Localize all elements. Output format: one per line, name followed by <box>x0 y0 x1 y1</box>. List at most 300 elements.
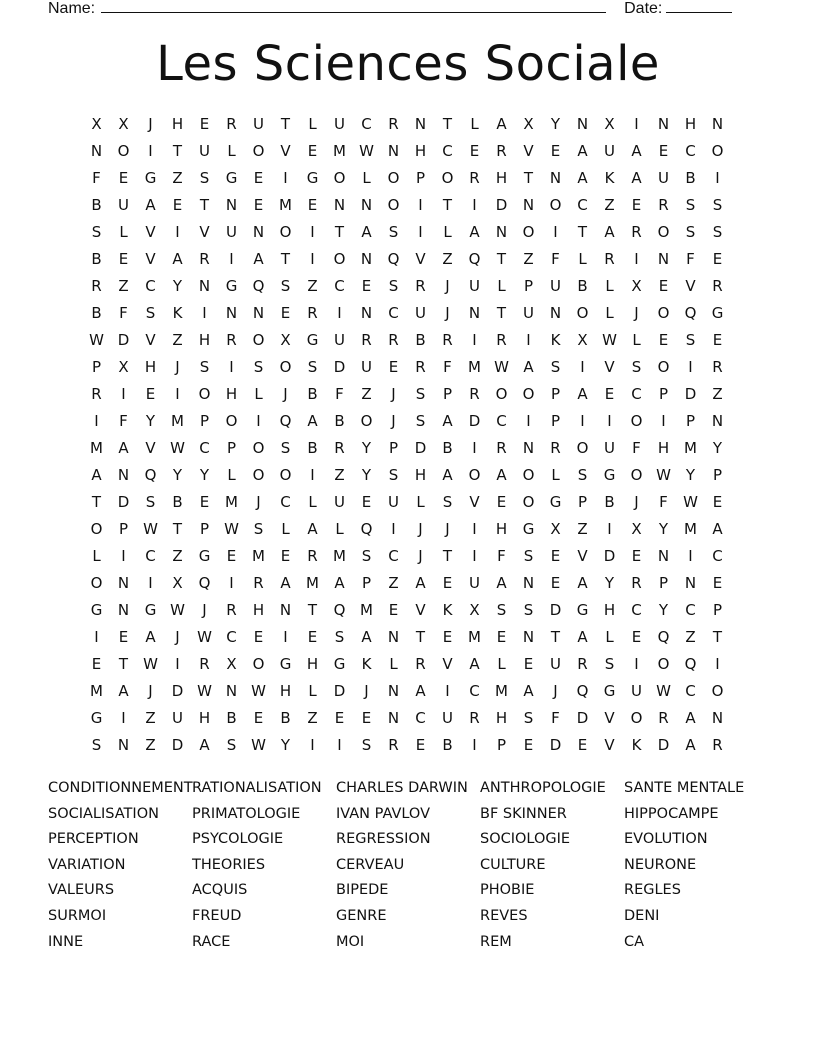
grid-letter: E <box>712 574 723 592</box>
letter-grid <box>83 111 731 759</box>
grid-letter: D <box>333 682 346 700</box>
grid-letter: R <box>199 250 210 268</box>
grid-letter: O <box>657 655 670 673</box>
grid-letter: P <box>712 466 723 484</box>
grid-letter: B <box>685 169 696 187</box>
word-list-item: REGRESSION <box>336 831 431 848</box>
grid-letter: I <box>337 736 342 754</box>
grid-letter: W <box>656 682 671 700</box>
grid-letter: E <box>253 169 264 187</box>
grid-letter: B <box>334 412 345 430</box>
grid-letter: I <box>148 142 153 160</box>
grid-letter: I <box>175 223 180 241</box>
grid-letter: E <box>361 493 372 511</box>
grid-letter: P <box>118 520 129 538</box>
grid-letter: F <box>443 358 452 376</box>
grid-letter: X <box>469 601 480 619</box>
grid-letter: E <box>550 547 561 565</box>
grid-letter: N <box>387 682 400 700</box>
grid-letter: N <box>387 709 400 727</box>
grid-letter: A <box>604 223 615 241</box>
grid-letter: W <box>359 142 374 160</box>
grid-letter: V <box>145 250 156 268</box>
grid-letter: T <box>712 628 723 646</box>
grid-letter: I <box>175 655 180 673</box>
grid-letter: L <box>416 493 425 511</box>
grid-letter: O <box>630 709 643 727</box>
grid-letter: T <box>172 520 183 538</box>
grid-letter: C <box>685 682 696 700</box>
grid-letter: R <box>334 439 345 457</box>
word-list-item: CONDITIONNEMENT <box>48 780 193 796</box>
grid-letter: D <box>657 736 670 754</box>
grid-letter: I <box>634 115 639 133</box>
grid-letter: U <box>523 304 534 322</box>
grid-letter: I <box>445 682 450 700</box>
grid-letter: L <box>605 628 614 646</box>
grid-letter: D <box>603 547 616 565</box>
grid-letter: W <box>656 466 671 484</box>
grid-letter: B <box>442 439 453 457</box>
grid-letter: Y <box>361 439 372 457</box>
grid-letter: E <box>118 628 129 646</box>
grid-letter: F <box>551 709 560 727</box>
grid-letter: M <box>90 682 103 700</box>
grid-letter: D <box>549 601 562 619</box>
grid-letter: D <box>171 736 184 754</box>
grid-letter: U <box>226 223 237 241</box>
grid-letter: A <box>496 574 507 592</box>
grid-letter: L <box>605 304 614 322</box>
grid-letter: H <box>684 115 697 133</box>
grid-letter: K <box>442 601 453 619</box>
grid-letter: A <box>523 682 534 700</box>
grid-letter: S <box>415 412 426 430</box>
grid-letter: S <box>280 277 291 295</box>
grid-letter: J <box>445 304 450 322</box>
grid-letter: I <box>94 628 99 646</box>
grid-letter: N <box>360 250 373 268</box>
grid-letter: L <box>227 142 236 160</box>
grid-letter: E <box>550 574 561 592</box>
grid-letter: A <box>631 142 642 160</box>
word-list-item: PHOBIE <box>480 882 535 899</box>
grid-letter: E <box>658 331 669 349</box>
word-list-item: REM <box>480 933 512 950</box>
word-list-item: PSYCOLOGIE <box>192 831 284 848</box>
word-list-item: BIPEDE <box>336 882 389 899</box>
grid-letter: R <box>442 331 453 349</box>
grid-letter: M <box>279 196 292 214</box>
grid-letter: L <box>335 520 344 538</box>
grid-letter: S <box>712 223 723 241</box>
grid-letter: N <box>711 709 724 727</box>
grid-letter: E <box>523 655 534 673</box>
grid-letter: R <box>469 169 480 187</box>
grid-letter: L <box>497 655 506 673</box>
grid-letter: O <box>252 439 265 457</box>
grid-letter: W <box>197 628 212 646</box>
grid-letter: R <box>604 250 615 268</box>
word-list <box>48 776 768 955</box>
grid-letter: D <box>117 331 130 349</box>
grid-letter: E <box>415 736 426 754</box>
grid-letter: O <box>333 169 346 187</box>
grid-letter: Y <box>199 466 210 484</box>
grid-letter: U <box>550 655 561 673</box>
grid-letter: U <box>658 169 669 187</box>
grid-letter: U <box>172 709 183 727</box>
grid-letter: C <box>226 628 237 646</box>
grid-letter: N <box>117 736 130 754</box>
grid-letter: N <box>117 601 130 619</box>
grid-letter: J <box>283 385 288 403</box>
grid-letter: C <box>415 709 426 727</box>
grid-letter: A <box>199 736 210 754</box>
grid-letter: M <box>684 439 697 457</box>
grid-letter: Y <box>604 574 615 592</box>
word-list-item: REVES <box>480 907 528 924</box>
grid-letter: A <box>361 223 372 241</box>
grid-letter: L <box>308 493 317 511</box>
grid-letter: N <box>657 547 670 565</box>
grid-letter: B <box>280 709 291 727</box>
grid-letter: E <box>307 628 318 646</box>
word-list-item: CERVEAU <box>336 856 405 873</box>
grid-letter: N <box>360 304 373 322</box>
grid-letter: A <box>145 628 156 646</box>
grid-letter: C <box>685 142 696 160</box>
grid-letter: Z <box>442 250 453 268</box>
grid-letter: L <box>443 223 452 241</box>
grid-letter: R <box>226 331 237 349</box>
grid-letter: R <box>631 574 642 592</box>
grid-letter: N <box>333 196 346 214</box>
grid-letter: X <box>631 520 642 538</box>
grid-letter: J <box>445 277 450 295</box>
grid-letter: R <box>226 115 237 133</box>
grid-letter: N <box>90 142 103 160</box>
grid-letter: Y <box>658 520 669 538</box>
grid-letter: N <box>468 304 481 322</box>
grid-letter: C <box>280 493 291 511</box>
grid-letter: D <box>576 709 589 727</box>
grid-letter: E <box>658 277 669 295</box>
date-label: Date: <box>624 0 663 17</box>
grid-letter: C <box>469 682 480 700</box>
grid-letter: R <box>415 655 426 673</box>
grid-letter: T <box>199 196 210 214</box>
grid-letter: N <box>522 628 535 646</box>
grid-letter: Z <box>307 709 318 727</box>
grid-letter: E <box>550 142 561 160</box>
grid-letter: J <box>148 682 153 700</box>
grid-letter: B <box>442 736 453 754</box>
grid-letter: Y <box>172 277 183 295</box>
grid-letter: V <box>199 223 210 241</box>
grid-letter: S <box>199 169 210 187</box>
grid-letter: S <box>577 466 588 484</box>
grid-letter: I <box>175 385 180 403</box>
date-blank-field[interactable] <box>666 0 732 13</box>
grid-letter: N <box>279 601 292 619</box>
grid-letter: T <box>280 115 291 133</box>
grid-letter: N <box>549 169 562 187</box>
grid-letter: T <box>442 547 453 565</box>
word-list-item: HIPPOCAMPE <box>624 805 719 822</box>
grid-letter: T <box>334 223 345 241</box>
grid-letter: V <box>604 709 615 727</box>
grid-letter: H <box>198 331 211 349</box>
grid-letter: R <box>415 277 426 295</box>
grid-letter: Q <box>252 277 265 295</box>
grid-letter: S <box>523 601 534 619</box>
grid-letter: N <box>576 115 589 133</box>
grid-letter: V <box>415 601 426 619</box>
grid-letter: R <box>388 115 399 133</box>
grid-letter: H <box>495 169 508 187</box>
name-blank-field[interactable] <box>101 0 606 13</box>
grid-letter: S <box>91 736 102 754</box>
grid-letter: V <box>415 250 426 268</box>
grid-letter: G <box>306 169 319 187</box>
grid-letter: L <box>551 466 560 484</box>
grid-letter: A <box>118 439 129 457</box>
grid-letter: E <box>253 628 264 646</box>
grid-letter: M <box>252 547 265 565</box>
grid-letter: I <box>607 520 612 538</box>
grid-letter: H <box>603 601 616 619</box>
grid-letter: O <box>522 223 535 241</box>
grid-letter: W <box>494 358 509 376</box>
grid-letter: F <box>632 439 641 457</box>
grid-letter: Y <box>172 466 183 484</box>
grid-letter: G <box>279 655 292 673</box>
grid-letter: R <box>550 439 561 457</box>
grid-letter: Q <box>468 250 481 268</box>
grid-letter: O <box>90 574 103 592</box>
grid-letter: I <box>310 736 315 754</box>
word-list-item: SURMOI <box>48 907 107 924</box>
grid-letter: I <box>418 223 423 241</box>
grid-letter: O <box>333 250 346 268</box>
grid-letter: I <box>472 439 477 457</box>
grid-letter: E <box>118 169 129 187</box>
grid-letter: A <box>172 250 183 268</box>
grid-letter: N <box>711 412 724 430</box>
grid-letter: V <box>145 223 156 241</box>
grid-letter: I <box>580 358 585 376</box>
grid-letter: W <box>602 331 617 349</box>
grid-letter: I <box>634 655 639 673</box>
grid-letter: S <box>442 493 453 511</box>
grid-letter: E <box>253 709 264 727</box>
grid-letter: B <box>415 331 426 349</box>
grid-letter: S <box>388 277 399 295</box>
grid-letter: E <box>442 628 453 646</box>
grid-letter: A <box>253 250 264 268</box>
grid-letter: R <box>91 385 102 403</box>
grid-letter: I <box>283 169 288 187</box>
grid-letter: R <box>307 304 318 322</box>
grid-letter: G <box>144 169 157 187</box>
grid-letter: I <box>148 574 153 592</box>
grid-letter: M <box>468 358 481 376</box>
grid-letter: Z <box>172 547 183 565</box>
grid-letter: Z <box>172 331 183 349</box>
grid-letter: T <box>496 304 507 322</box>
grid-letter: E <box>712 331 723 349</box>
word-list-item: GENRE <box>336 907 387 924</box>
grid-letter: E <box>253 196 264 214</box>
grid-letter: J <box>634 304 639 322</box>
grid-letter: A <box>91 466 102 484</box>
grid-letter: Q <box>198 574 211 592</box>
grid-letter: D <box>333 358 346 376</box>
grid-letter: S <box>307 358 318 376</box>
grid-letter: S <box>145 304 156 322</box>
grid-letter: V <box>145 331 156 349</box>
word-list-item: THEORIES <box>192 856 266 873</box>
word-list-item: PERCEPTION <box>48 831 139 848</box>
grid-letter: W <box>683 493 698 511</box>
grid-letter: X <box>550 520 561 538</box>
grid-letter: P <box>550 385 561 403</box>
grid-letter: M <box>468 628 481 646</box>
grid-letter: O <box>90 520 103 538</box>
grid-letter: W <box>143 520 158 538</box>
grid-letter: O <box>441 169 454 187</box>
grid-letter: O <box>711 682 724 700</box>
grid-letter: S <box>685 196 696 214</box>
grid-letter: M <box>90 439 103 457</box>
grid-letter: S <box>280 439 291 457</box>
grid-letter: S <box>145 493 156 511</box>
grid-letter: C <box>712 547 723 565</box>
grid-letter: A <box>577 574 588 592</box>
grid-letter: P <box>712 601 723 619</box>
header <box>48 0 732 18</box>
grid-letter: I <box>472 520 477 538</box>
grid-letter: G <box>225 277 238 295</box>
grid-letter: R <box>496 439 507 457</box>
grid-letter: D <box>495 196 508 214</box>
grid-letter: Q <box>684 655 697 673</box>
grid-letter: Q <box>360 520 373 538</box>
grid-letter: O <box>252 331 265 349</box>
grid-letter: U <box>334 331 345 349</box>
grid-letter: Y <box>712 439 723 457</box>
grid-letter: E <box>199 493 210 511</box>
grid-letter: L <box>119 223 128 241</box>
word-list-item: CA <box>624 933 645 950</box>
grid-letter: G <box>603 466 616 484</box>
grid-letter: X <box>118 115 129 133</box>
grid-letter: I <box>715 169 720 187</box>
grid-letter: O <box>279 466 292 484</box>
grid-letter: I <box>688 358 693 376</box>
grid-letter: E <box>91 655 102 673</box>
grid-letter: N <box>225 196 238 214</box>
grid-letter: I <box>121 385 126 403</box>
name-label: Name: <box>48 0 96 17</box>
grid-letter: X <box>118 358 129 376</box>
grid-letter: N <box>522 439 535 457</box>
word-list-item: INNE <box>48 933 84 950</box>
grid-letter: R <box>469 385 480 403</box>
grid-letter: E <box>442 574 453 592</box>
grid-letter: U <box>442 709 453 727</box>
grid-letter: C <box>145 277 156 295</box>
grid-letter: E <box>388 358 399 376</box>
grid-letter: Y <box>361 466 372 484</box>
grid-letter: X <box>280 331 291 349</box>
grid-letter: O <box>522 493 535 511</box>
grid-letter: E <box>118 250 129 268</box>
grid-letter: E <box>388 601 399 619</box>
grid-letter: A <box>145 196 156 214</box>
grid-letter: W <box>197 682 212 700</box>
grid-letter: E <box>307 196 318 214</box>
grid-letter: A <box>442 466 453 484</box>
grid-letter: E <box>145 385 156 403</box>
grid-letter: H <box>414 142 427 160</box>
grid-letter: V <box>442 655 453 673</box>
grid-letter: N <box>252 223 265 241</box>
grid-letter: O <box>522 466 535 484</box>
grid-letter: T <box>118 655 129 673</box>
grid-letter: J <box>418 520 423 538</box>
word-list-item: VALEURS <box>48 882 115 899</box>
grid-letter: E <box>199 115 210 133</box>
grid-letter: U <box>118 196 129 214</box>
grid-letter: E <box>226 547 237 565</box>
grid-letter: Y <box>685 466 696 484</box>
grid-letter: A <box>577 169 588 187</box>
grid-letter: P <box>415 169 426 187</box>
grid-letter: Q <box>333 601 346 619</box>
grid-letter: L <box>308 115 317 133</box>
grid-letter: L <box>227 466 236 484</box>
grid-letter: V <box>577 547 588 565</box>
grid-letter: D <box>414 439 427 457</box>
grid-letter: I <box>661 412 666 430</box>
grid-letter: X <box>523 115 534 133</box>
grid-letter: R <box>307 547 318 565</box>
grid-letter: O <box>387 169 400 187</box>
grid-letter: E <box>631 547 642 565</box>
grid-letter: U <box>199 142 210 160</box>
grid-letter: Z <box>145 736 156 754</box>
grid-letter: W <box>143 655 158 673</box>
grid-letter: I <box>715 655 720 673</box>
grid-letter: P <box>523 277 534 295</box>
grid-letter: I <box>418 196 423 214</box>
grid-letter: H <box>306 655 319 673</box>
grid-letter: R <box>253 574 264 592</box>
grid-letter: P <box>550 412 561 430</box>
grid-letter: S <box>415 385 426 403</box>
grid-letter: R <box>631 223 642 241</box>
grid-letter: F <box>551 250 560 268</box>
grid-letter: O <box>198 385 211 403</box>
grid-letter: A <box>307 520 318 538</box>
grid-letter: I <box>94 412 99 430</box>
grid-letter: J <box>445 520 450 538</box>
grid-letter: W <box>251 682 266 700</box>
grid-letter: A <box>361 628 372 646</box>
grid-letter: I <box>526 412 531 430</box>
